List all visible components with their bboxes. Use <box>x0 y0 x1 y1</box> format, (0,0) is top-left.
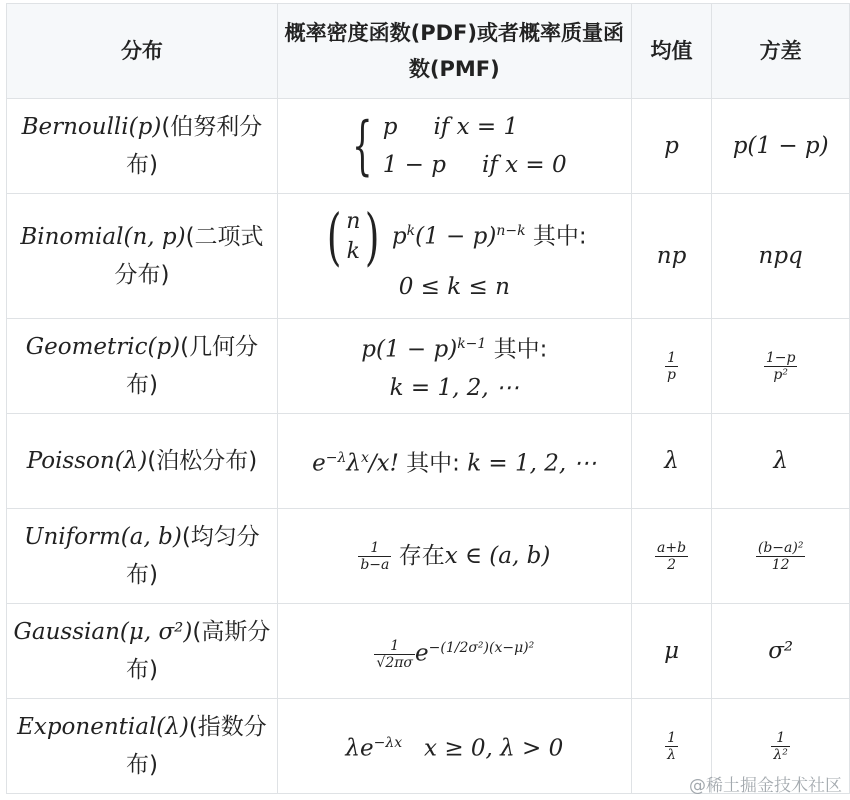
pdf-where: 其中: <box>493 336 548 363</box>
pdf-cond: k = 1, 2, ⋯ <box>467 450 597 477</box>
var-frac <box>771 730 790 763</box>
pdf-cell <box>277 509 631 604</box>
dist-name: Poisson(λ) <box>26 448 148 474</box>
frac-den: √2πσ <box>376 654 413 671</box>
pdf-l: λe <box>345 735 374 762</box>
watermark-text: @稀土掘金技术社区 <box>689 776 842 796</box>
binom-bottom: k <box>346 239 360 264</box>
case2-val: 1 − p <box>382 152 446 178</box>
table-row <box>7 604 850 699</box>
pdf-e: e <box>415 640 429 667</box>
dist-name: Binomial(n, p) <box>20 224 186 250</box>
dist-cell <box>7 194 278 319</box>
var-cell: σ² <box>712 604 850 699</box>
pdf-e: e <box>312 450 326 477</box>
pdf-frac <box>374 638 415 671</box>
pdf-cell <box>277 604 631 699</box>
header-var: 方差 <box>712 4 850 99</box>
dist-cn: (几何分布) <box>125 334 259 398</box>
pdf-where: 其中: <box>532 223 587 250</box>
table-row <box>7 414 850 509</box>
pdf-cases <box>383 108 567 184</box>
var-cell <box>712 319 850 414</box>
header-row <box>7 4 850 99</box>
dist-cell <box>7 319 278 414</box>
mean-frac <box>655 540 688 573</box>
pdf-expr2-sup: n−k <box>496 222 526 239</box>
dist-cn: (均匀分布) <box>125 524 260 588</box>
pdf-expr: p <box>391 223 407 250</box>
dist-cn: (高斯分布) <box>125 619 271 683</box>
dist-name: Geometric(p) <box>25 334 181 360</box>
frac-den: 12 <box>771 556 790 573</box>
var-cell <box>712 509 850 604</box>
pdf-cell <box>277 699 631 794</box>
pdf-rest: /x! <box>368 450 399 477</box>
pdf-frac <box>358 540 391 573</box>
pdf-cell <box>277 99 631 194</box>
var-frac <box>764 350 798 383</box>
frac-den: p <box>667 366 677 383</box>
pdf-exp: −(1/2σ²)(x−μ)² <box>428 640 535 657</box>
header-mean: 均值 <box>631 4 712 99</box>
frac-num: 1 <box>665 350 678 367</box>
dist-name: Bernoulli(p) <box>21 114 162 140</box>
mean-cell <box>631 319 712 414</box>
dist-cn: (伯努利分布) <box>125 114 263 178</box>
frac-num: 1 <box>358 540 391 557</box>
dist-name: Gaussian(μ, σ²) <box>13 619 193 645</box>
frac-num: 1 <box>771 730 790 747</box>
pdf-cell <box>277 194 631 319</box>
dist-cn: (泊松分布) <box>147 448 258 474</box>
pdf-cond: k = 1, 2, ⋯ <box>389 374 519 401</box>
frac-den: b−a <box>360 557 390 573</box>
dist-cell <box>7 604 278 699</box>
table-row <box>7 99 850 194</box>
table-row <box>7 509 850 604</box>
pdf-expr-sup: k <box>406 222 416 239</box>
dist-name: Uniform(a, b) <box>24 524 182 550</box>
var-cell: npq <box>712 194 850 319</box>
binom-top: n <box>346 209 361 234</box>
pdf-text: 存在 <box>398 543 445 569</box>
frac-den: p² <box>773 366 788 383</box>
case1-val: p <box>382 114 398 140</box>
mean-cell <box>631 509 712 604</box>
header-pdf: 概率密度函数(PDF)或者概率质量函数(PMF) <box>277 4 631 99</box>
pdf-cell <box>277 319 631 414</box>
brace-glyph: { <box>352 109 373 183</box>
frac-den: 2 <box>667 556 676 573</box>
mean-cell: μ <box>631 604 712 699</box>
mean-cell: np <box>631 194 712 319</box>
var-frac <box>756 540 806 573</box>
mean-frac <box>665 730 678 763</box>
mean-frac <box>665 350 678 383</box>
dist-name: Exponential(λ) <box>17 714 189 740</box>
var-cell: p(1 − p) <box>712 99 850 194</box>
var-cell: λ <box>712 414 850 509</box>
frac-num: a+b <box>657 539 687 556</box>
frac-num: (b−a)² <box>757 539 804 556</box>
header-dist: 分布 <box>7 4 278 99</box>
pdf-cond: x ≥ 0, λ > 0 <box>424 735 564 762</box>
frac-den: λ² <box>773 746 788 763</box>
table-row <box>7 194 850 319</box>
dist-cell <box>7 414 278 509</box>
frac-num: 1 <box>374 638 415 655</box>
frac-num: 1 <box>667 729 676 746</box>
pdf-cond: 0 ≤ k ≤ n <box>398 274 510 300</box>
case1-cond: if x = 1 <box>433 114 519 140</box>
pdf-sup: −λx <box>373 735 403 752</box>
dist-cn: (二项式分布) <box>114 224 264 288</box>
dist-cell <box>7 99 278 194</box>
mean-cell: λ <box>631 414 712 509</box>
frac-num: 1−p <box>765 349 796 366</box>
pdf-expr2: (1 − p) <box>415 223 497 250</box>
pdf-expr: p(1 − p) <box>361 336 458 363</box>
pdf-expr-sup: k−1 <box>457 336 487 353</box>
pdf-where: 其中: <box>406 450 460 477</box>
frac-den: λ <box>667 746 676 763</box>
pdf-cell <box>277 414 631 509</box>
dist-cn: (指数分布) <box>125 714 267 778</box>
case2-cond: if x = 0 <box>481 152 567 178</box>
pdf-l: λ <box>346 450 361 477</box>
binom-coeff: ( n k ) <box>326 200 380 273</box>
distribution-table <box>6 3 850 794</box>
mean-cell: p <box>631 99 712 194</box>
pdf-e-sup: −λ <box>325 450 347 467</box>
dist-cell <box>7 509 278 604</box>
table-row <box>7 319 850 414</box>
pdf-cond: x ∈ (a, b) <box>444 543 551 569</box>
dist-cell <box>7 699 278 794</box>
pdf-l-sup: x <box>360 450 369 467</box>
